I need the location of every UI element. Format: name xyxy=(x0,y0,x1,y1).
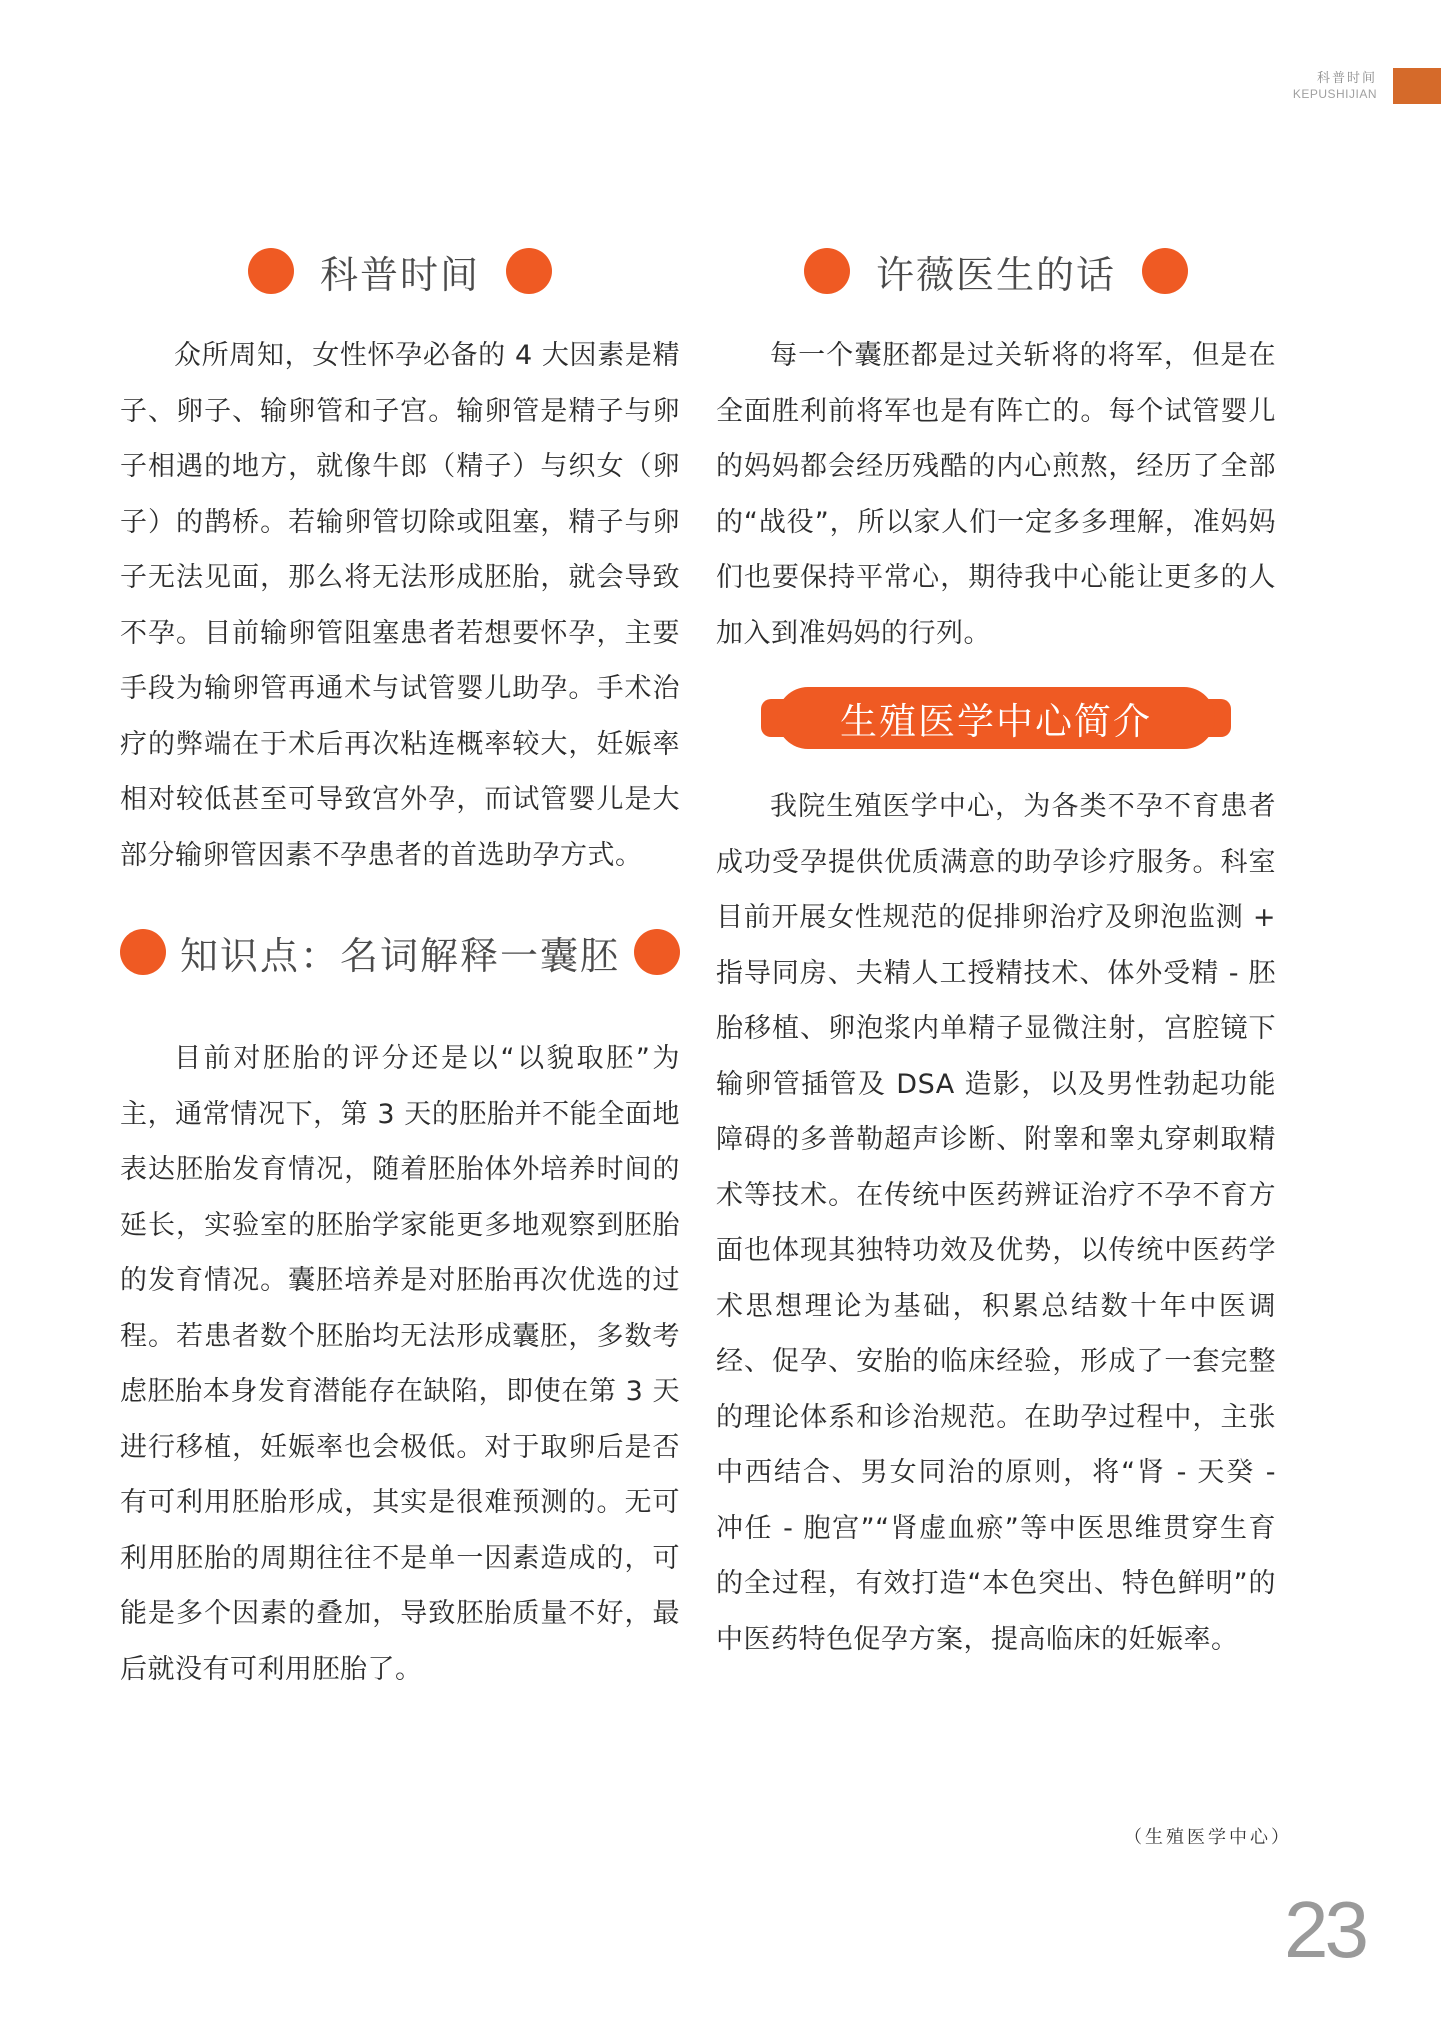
bullet-dot-icon xyxy=(634,929,680,975)
bullet-dot-icon xyxy=(1142,248,1188,294)
heading-kepu xyxy=(120,240,680,302)
heading-knowledge xyxy=(120,921,680,983)
bullet-dot-icon xyxy=(506,248,552,294)
heading-knowledge-text: 知识点：名词解释一囊胚 xyxy=(179,933,620,978)
source-note: （生殖医学中心） xyxy=(1124,1827,1292,1848)
paragraph-blastocyst: 目前对胚胎的评分还是以“以貌取胚”为主，通常情况下，第 3 天的胚胎并不能全面地表达胚胎发育情况，随着胚胎体外培养时间的延长，实验室的胚胎学家能更多地观察到胚胎的发育情况。囊胚培养是对胚胎再次优选的过程。若患者数个胚胎均无法形成囊胚，多数考虑胚胎本身发育潜能存在缺陷，即使在第 3 天进行移植，妊娠率也会极低。对于取卵后是否有可利用胚胎形成，其实是很难预测的。无可利用胚胎的周期往往不是单一因素造成的，可能是多个因素的叠加，导致胚胎质量不好，最后就没有可利用胚胎了。 xyxy=(120,1043,680,1685)
header-color-block xyxy=(1393,68,1441,104)
bullet-dot-icon xyxy=(804,248,850,294)
page-number: 23 xyxy=(1284,1885,1365,1974)
left-column xyxy=(120,240,680,1697)
paragraph-center-intro: 我院生殖医学中心，为各类不孕不育患者成功受孕提供优质满意的助孕诊疗服务。科室目前开展女性规范的促排卵治疗及卵泡监测 + 指导同房、夫精人工授精技术、体外受精 - 胚胎移植、卵泡浆内单精子显微注射，宫腔镜下输卵管插管及 DSA 造影，以及男性勃起功能障碍的多普勒超声诊断、附睾和睾丸穿刺取精术等技术。在传统中医药辨证治疗不孕不育方面也体现其独特功效及优势，以传统中医药学术思想理论为基础，积累总结数十年中医调经、促孕、安胎的临床经验，形成了一套完整的理论体系和诊治规范。在助孕过程中，主张中西结合、男女同治的原则，将“肾 - 天癸 - 冲任 - 胞宫”“肾虚血瘀”等中医思维贯穿生育的全过程，有效打造“本色突出、特色鲜明”的中医药特色促孕方案，提高临床的妊娠率。 xyxy=(716,791,1276,1655)
heading-kepu-text: 科普时间 xyxy=(319,252,480,297)
banner-center-intro xyxy=(767,687,1225,749)
heading-doctor xyxy=(716,240,1276,302)
paragraph-doctor-words: 每一个囊胚都是过关斩将的将军，但是在全面胜利前将军也是有阵亡的。每个试管婴儿的妈妈都会经历残酷的内心煎熬，经历了全部的“战役”，所以家人们一定多多理解，准妈妈们也要保持平常心，期待我中心能让更多的人加入到准妈妈的行列。 xyxy=(716,340,1276,649)
bullet-dot-icon xyxy=(120,929,166,975)
heading-doctor-text: 许薇医生的话 xyxy=(875,252,1116,297)
paragraph-fallopian: 众所周知，女性怀孕必备的 4 大因素是精子、卵子、输卵管和子宫。输卵管是精子与卵子相遇的地方，就像牛郎（精子）与织女（卵子）的鹊桥。若输卵管切除或阻塞，精子与卵子无法见面，那么将无法形成胚胎，就会导致不孕。目前输卵管阻塞患者若想要怀孕，主要手段为输卵管再通术与试管婴儿助孕。手术治疗的弊端在于术后再次粘连概率较大，妊娠率相对较低甚至可导致宫外孕，而试管婴儿是大部分输卵管因素不孕患者的首选助孕方式。 xyxy=(120,340,680,871)
banner-body xyxy=(777,687,1215,749)
right-column xyxy=(716,240,1276,1667)
header-section-cn: 科普时间 xyxy=(1316,71,1377,86)
bullet-dot-icon xyxy=(248,248,294,294)
banner-title: 生殖医学中心简介 xyxy=(840,700,1152,743)
header-section-en: KEPUSHIJIAN xyxy=(1292,87,1377,101)
